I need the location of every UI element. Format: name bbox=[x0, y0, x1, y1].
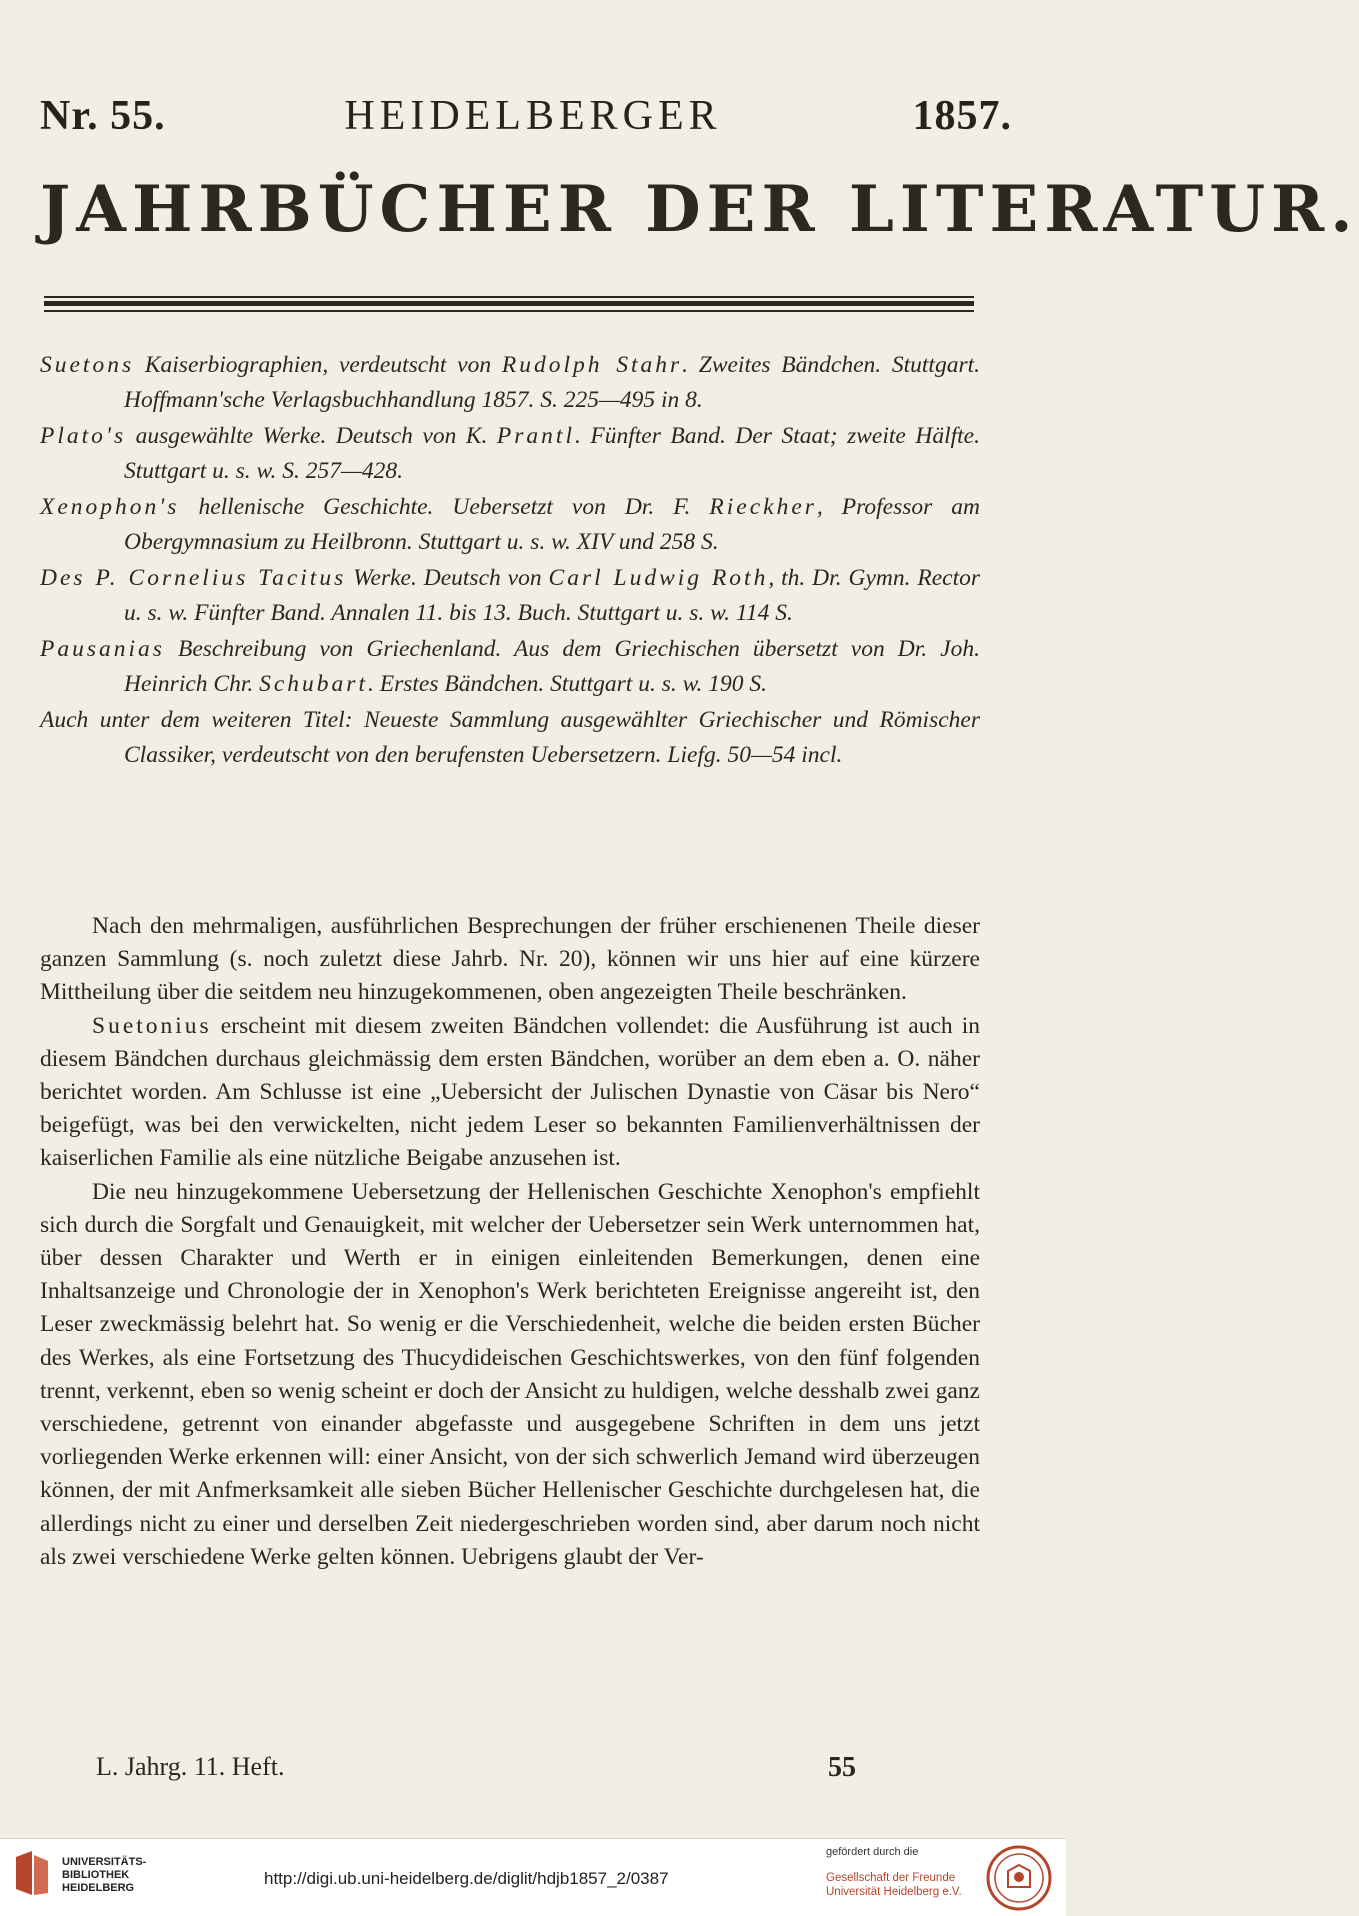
paragraph: Suetonius erscheint mit diesem zweiten Bändchen vollendet: die Ausführung ist auch in diesem Bändchen durchaus gleichmässig dem ersten Bändchen, worüber an dem eben a. O. näher berichtet worden. Am Schlusse ist eine „Uebersicht der Julischen Dynastie von Cäsar bis Nero“ beigefügt, was bei den verwickelten, nicht jedem Leser so bekannten Familienverhältnissen der kaiserlichen Familie als eine nützliche Beigabe anzusehen ist. bbox=[40, 1012, 980, 1172]
page-number: 55 bbox=[828, 1752, 856, 1783]
bibliography-entry: Auch unter dem weiteren Titel: Neueste Sammlung ausgewählter Griechischer und Römischer Classiker, verdeutscht von den berufensten Uebersetzern. Liefg. 50—54 incl. bbox=[40, 707, 980, 768]
digitization-bar bbox=[0, 1838, 1066, 1916]
journal-title: JAHRBÜCHER DER LITERATUR. bbox=[40, 172, 1359, 247]
bibliography-entry: Pausanias Beschreibung von Griechenland. Aus dem Griechischen übersetzt von Dr. Joh. Heinrich Chr. Schubart. Erstes Bändchen. Stuttgart u. s. w. 190 S. bbox=[40, 636, 980, 697]
bibliography-entry: Suetons Kaiserbiographien, verdeutscht von Rudolph Stahr. Zweites Bändchen. Stuttgart. Hoffmann'sche Verlagsbuchhandlung 1857. S. 225—495 in 8. bbox=[40, 352, 980, 413]
masthead bbox=[40, 92, 1026, 142]
title-rule bbox=[44, 301, 974, 306]
title-rule bbox=[44, 296, 974, 298]
article-body bbox=[40, 910, 980, 1574]
title-rule bbox=[44, 310, 974, 312]
issue-number: Nr. 55. bbox=[40, 93, 166, 139]
bibliography bbox=[40, 348, 980, 774]
issue-year: 1857. bbox=[912, 93, 1012, 139]
bibliography-entry: Des P. Cornelius Tacitus Werke. Deutsch von Carl Ludwig Roth, th. Dr. Gymn. Rector u. s. w. Fünfter Band. Annalen 11. bis 13. Buch. Stuttgart u. s. w. 114 S. bbox=[40, 565, 981, 626]
sponsor-name[interactable]: Gesellschaft der Freunde Universität Heidelberg e.V. bbox=[826, 1872, 962, 1898]
page-footer bbox=[40, 1752, 1026, 1792]
library-logo-icon[interactable] bbox=[12, 1849, 52, 1899]
paragraph: Nach den mehrmaligen, ausführlichen Besprechungen der früher erschienenen Theile dieser ganzen Sammlung (s. noch zuletzt diese Jahrb. Nr. 20), können wir uns hier auf eine kürzere Mittheilung über die seitdem neu hinzugekommenen, oben angezeigten Theile beschränken. bbox=[40, 913, 980, 1006]
library-name[interactable]: UNIVERSITÄTS- BIBLIOTHEK HEIDELBERG bbox=[62, 1856, 147, 1894]
masthead-title: HEIDELBERGER bbox=[344, 93, 722, 139]
paragraph: Die neu hinzugekommene Uebersetzung der Hellenischen Geschichte Xenophon's empfiehlt sich durch die Sorgfalt und Genauigkeit, mit welcher der Uebersetzer sein Werk unternommen hat, über dessen Charakter und Werth er in einigen einleitenden Bemerkungen, denen eine Inhaltsanzeige und Chronologie der in Xenophon's Werk berichteten Ereignisse angereiht ist, den Leser zweckmässig belehrt hat. So wenig er die Verschiedenheit, welche die beiden ersten Bücher des Werkes, als eine Fortsetzung des Thucydideischen Geschichtswerkes, von den fünf folgenden trennt, verkennt, eben so wenig scheint er doch der Ansicht zu huldigen, welche desshalb zwei ganz verschiedene, getrennt von einander abgefasste und ausgegebene Schriften in dem uns jetzt vorliegenden Werke erkennen will: einer Ansicht, von der sich schwerlich Jemand wird überzeugen können, der mit Anfmerksamkeit alle sieben Bücher Hellenischer Geschichte durchgelesen hat, die allerdings nicht zu einer und derselben Zeit niedergeschrieben worden sind, aber darum noch nicht als zwei verschiedene Werke gelten können. Uebrigens glaubt der Ver- bbox=[40, 1178, 980, 1570]
bibliography-entry: Plato's ausgewählte Werke. Deutsch von K. Prantl. Fünfter Band. Der Staat; zweite Hälfte. Stuttgart u. s. w. S. 257—428. bbox=[40, 423, 980, 484]
bibliography-entry: Xenophon's hellenische Geschichte. Uebersetzt von Dr. F. Rieckher, Professor am Obergymnasium zu Heilbronn. Stuttgart u. s. w. XIV und 258 S. bbox=[40, 494, 981, 555]
sponsor-label: gefördert durch die bbox=[826, 1846, 919, 1858]
permalink-url[interactable]: http://digi.ub.uni-heidelberg.de/diglit/hdjb1857_2/0387 bbox=[264, 1869, 669, 1888]
university-seal-icon[interactable] bbox=[986, 1845, 1052, 1911]
signature-mark: L. Jahrg. 11. Heft. bbox=[96, 1752, 285, 1781]
